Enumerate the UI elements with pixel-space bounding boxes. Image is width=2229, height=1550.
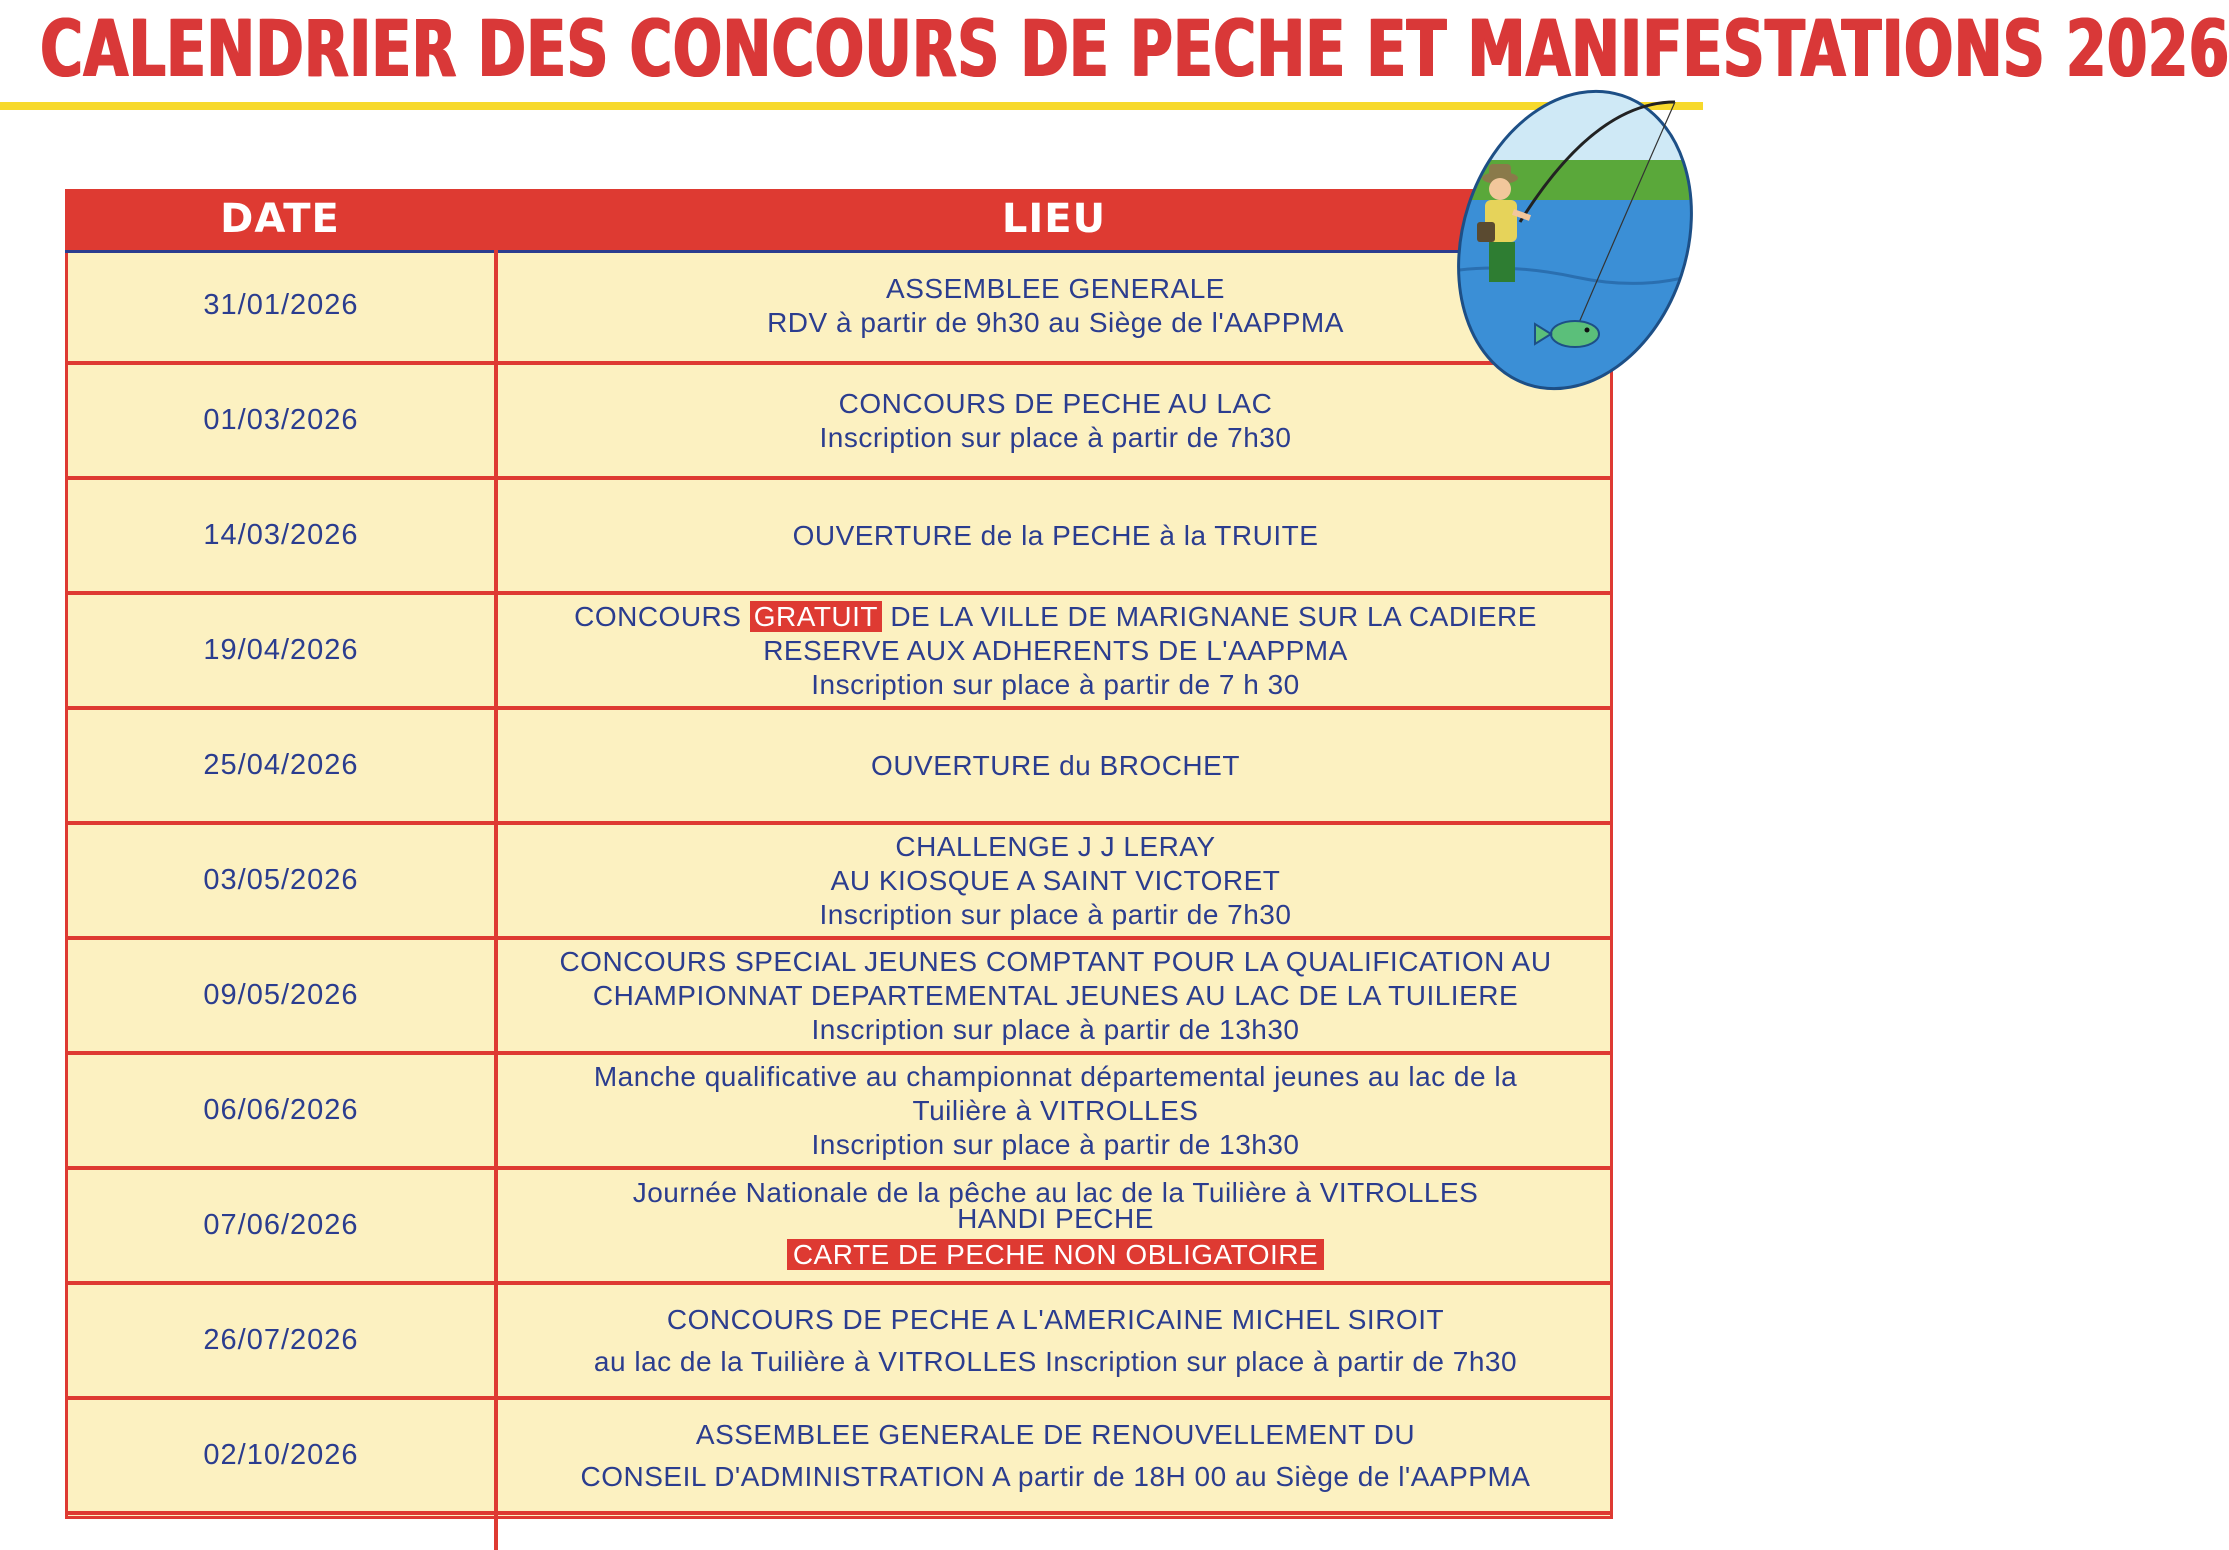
event-date: 14/03/2026 [203, 519, 359, 551]
event-line: AU KIOSQUE A SAINT VICTORET [830, 864, 1281, 896]
table-row [68, 480, 1613, 595]
table-row [68, 1285, 1613, 1400]
warning-badge: CARTE DE PECHE NON OBLIGATOIRE [787, 1239, 1324, 1270]
event-date: 19/04/2026 [203, 634, 359, 666]
event-line: ASSEMBLEE GENERALE [886, 272, 1225, 304]
event-date: 03/05/2026 [203, 864, 359, 896]
table-row [68, 1055, 1613, 1170]
event-line: Inscription sur place à partir de 13h30 [811, 1013, 1300, 1045]
event-line: CONCOURS DE PECHE AU LAC [838, 387, 1273, 419]
event-location [498, 480, 1613, 591]
table-row [68, 825, 1613, 940]
event-text: DE LA VILLE DE MARIGNANE SUR LA CADIERE [890, 600, 1537, 632]
event-line: Tuilière à VITROLLES [912, 1094, 1199, 1126]
table-row [68, 1170, 1613, 1285]
event-line: HANDI PECHE [957, 1202, 1154, 1234]
event-date: 26/07/2026 [203, 1324, 359, 1356]
table-row [68, 595, 1613, 710]
event-line: au lac de la Tuilière à VITROLLES Inscription sur place à partir de 7h30 [593, 1345, 1518, 1377]
event-date: 25/04/2026 [203, 749, 359, 781]
event-line: OUVERTURE du BROCHET [871, 749, 1240, 781]
event-line: Inscription sur place à partir de 7h30 [819, 421, 1292, 453]
event-location [498, 1400, 1613, 1511]
event-text: CONCOURS [574, 600, 742, 632]
event-line: CHALLENGE J J LERAY [895, 830, 1216, 862]
free-badge: GRATUIT [750, 601, 882, 632]
event-location [498, 595, 1613, 706]
table-row [68, 710, 1613, 825]
event-date: 02/10/2026 [203, 1439, 359, 1471]
table-row [68, 250, 1613, 365]
column-divider [494, 250, 498, 1550]
event-line: RDV à partir de 9h30 au Siège de l'AAPPMA [767, 306, 1344, 338]
event-line: CONSEIL D'ADMINISTRATION A partir de 18H 00 au Siège de l'AAPPMA [580, 1460, 1531, 1492]
event-line: Inscription sur place à partir de 13h30 [811, 1128, 1300, 1160]
event-line: Manche qualificative au championnat départemental jeunes au lac de la [593, 1060, 1518, 1092]
event-date: 06/06/2026 [203, 1094, 359, 1126]
table-row [68, 940, 1613, 1055]
event-date: 07/06/2026 [203, 1209, 359, 1241]
fisherman-illustration [1425, 72, 1703, 422]
event-location [498, 1170, 1613, 1281]
event-location [498, 940, 1613, 1051]
event-line: Inscription sur place à partir de 7h30 [819, 898, 1292, 930]
header-lieu: LIEU [1001, 196, 1107, 242]
table-row [68, 1400, 1613, 1515]
event-date: 31/01/2026 [203, 289, 359, 321]
event-line [787, 1238, 1324, 1272]
event-line: CONCOURS DE PECHE A L'AMERICAINE MICHEL SIROIT [666, 1303, 1445, 1335]
event-location [498, 1055, 1613, 1166]
event-line: OUVERTURE de la PECHE à la TRUITE [792, 519, 1319, 551]
event-date: 09/05/2026 [203, 979, 359, 1011]
event-line: RESERVE AUX ADHERENTS DE L'AAPPMA [763, 634, 1348, 666]
table-row [68, 365, 1613, 480]
calendar-table [65, 189, 1613, 1519]
event-line: CHAMPIONNAT DEPARTEMENTAL JEUNES AU LAC DE LA TUILIERE [592, 979, 1519, 1011]
event-line: Inscription sur place à partir de 7 h 30 [811, 668, 1300, 700]
grass-bank [1425, 160, 1703, 202]
header-date: DATE [220, 196, 340, 242]
table-header [65, 189, 1613, 253]
event-line [574, 600, 1537, 634]
event-location [498, 825, 1613, 936]
event-line: CONCOURS SPECIAL JEUNES COMPTANT POUR LA QUALIFICATION AU [559, 945, 1552, 977]
page-title: CALENDRIER DES CONCOURS DE PECHE ET MANIFESTATIONS 2026 [40, 5, 2229, 95]
event-line: Journée Nationale de la pêche au lac de la Tuilière à VITROLLES [632, 1176, 1479, 1208]
event-date: 01/03/2026 [203, 404, 359, 436]
event-location [498, 1285, 1613, 1396]
event-line: ASSEMBLEE GENERALE DE RENOUVELLEMENT DU [695, 1418, 1416, 1450]
event-location [498, 710, 1613, 821]
